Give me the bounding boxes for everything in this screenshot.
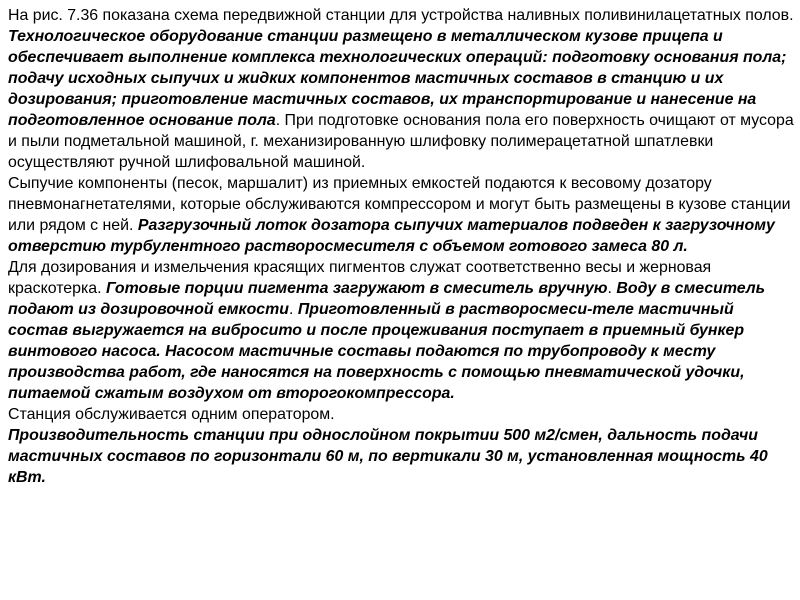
emphasis-run: Приготовленный в растворосмеси-теле мастичный состав выгружается на вибросито и после процеживания поступает в приемный бункер винтового насоса. Насосом мастичные составы подаются по трубопроводу к месту производства работ, где наносятся на поверхность с помощью пневматической удочки, питаемой сжатым воздухом от второгокомпрессора. <box>8 301 745 402</box>
emphasis-run: Воду в смеситель подают из дозировочной емкости <box>8 280 766 318</box>
paragraph-3 <box>8 257 796 404</box>
paragraph-5 <box>8 425 796 488</box>
paragraph-4 <box>8 404 796 425</box>
text-run: . <box>607 280 617 297</box>
text-run: На рис. 7.36 показана схема передвижной станции для устройства наливных поливинилацетатных полов. <box>8 7 794 24</box>
text-run: Для дозирования и измельчения красящих пигментов служат соответственно весы и жерновая краскотерка. <box>8 259 712 297</box>
text-run: Сыпучие компоненты (песок, маршалит) из приемных емкостей подаются к весовому дозатору пневмонагнетателями, которые обслуживаются компрессором и могут быть размещены в кузове станции или рядом с ней. <box>8 175 791 234</box>
slide-text-body <box>8 5 796 488</box>
text-run: . При подготовке основания пола его поверхность очищают от мусора и пыли подметальной машиной, г. механизированную шлифовку полимерацетатной шпатлевки осуществляют ручной шлифовальной машиной. <box>8 112 794 171</box>
text-run: . <box>288 301 298 318</box>
emphasis-run: Технологическое оборудование станции размещено в металлическом кузове прицепа и обеспечивает выполнение комплекса технологических операций: подготовку основания пола; подачу исходных сыпучих и жидких компонентов мастичных составов в станцию и их дозирования; приготовление мастичных составов, их транспортирование и нанесение на подготовленное основание пола <box>8 28 787 129</box>
emphasis-run: Производительность станции при однослойном покрытии 500 м2/смен, дальность подачи мастичных составов по горизонтали 60 м, по вертикали 30 м, установленная мощность 40 кВт. <box>8 427 768 486</box>
emphasis-run: Разгрузочный лоток дозатора сыпучих материалов подведен к загрузочному отверстию турбулентного растворосмесителя с объемом готового замеса 80 л. <box>8 217 775 255</box>
text-run: Станция обслуживается одним оператором. <box>8 406 335 423</box>
paragraph-2 <box>8 173 796 257</box>
paragraph-1 <box>8 5 796 173</box>
emphasis-run: Готовые порции пигмента загружают в смеситель вручную <box>105 280 608 297</box>
